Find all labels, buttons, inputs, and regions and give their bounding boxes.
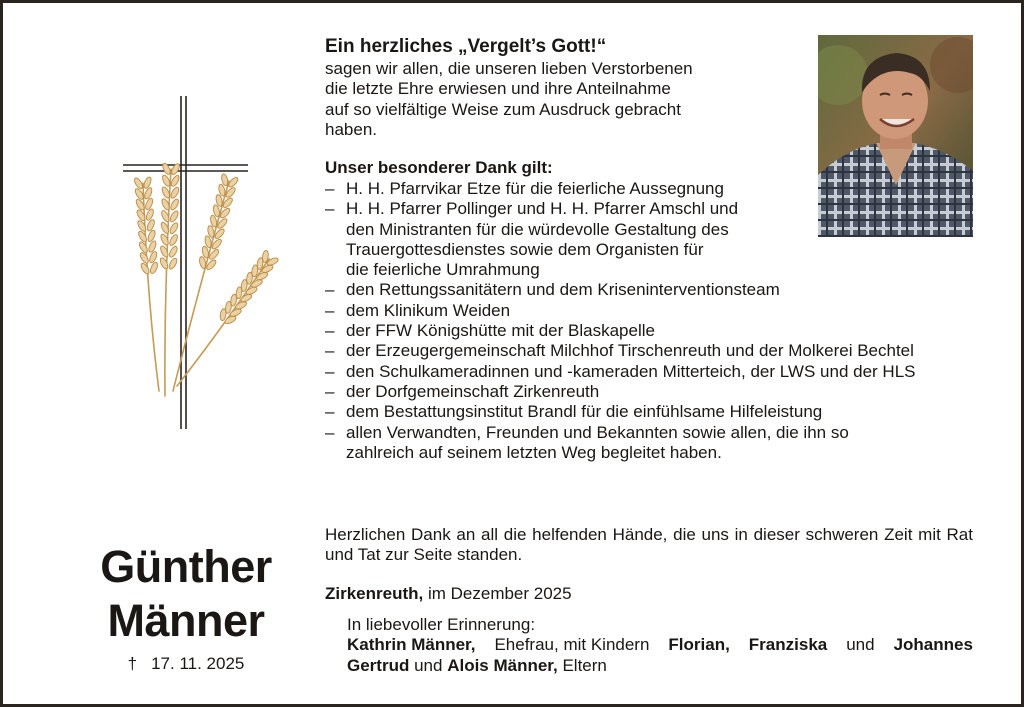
- cross-with-wheat-icon: [115, 91, 285, 436]
- special-thanks-list: [325, 179, 973, 463]
- family-line: [347, 635, 973, 655]
- intro-line: die letzte Ehre erwiesen und ihre Anteilnahme: [325, 79, 671, 99]
- place-date-line: [325, 584, 572, 604]
- wheat-grain: [138, 241, 149, 254]
- list-dash: –: [325, 280, 335, 300]
- family-conjunction: und: [846, 635, 875, 655]
- thanks-intro: [325, 59, 693, 140]
- death-date-line: [63, 654, 309, 674]
- wheat-grain: [139, 251, 150, 264]
- list-item-line: den Ministranten für die würdevolle Gestaltung des: [346, 219, 729, 239]
- list-item-text: den Schulkameradinnen und -kameraden Mitterteich, der LWS und der HLS: [346, 361, 916, 381]
- wheat-grain: [145, 208, 155, 221]
- list-item: [325, 402, 973, 422]
- wheat-grain: [147, 240, 157, 253]
- list-item-line: H. H. Pfarrer Pollinger und H. H. Pfarrer Amschl und: [346, 199, 739, 219]
- family-relation: Ehefrau, mit Kindern: [494, 635, 650, 655]
- wheat-grain: [168, 233, 179, 246]
- list-item: [325, 179, 973, 199]
- wheat-grain: [137, 230, 148, 243]
- wheat-grain: [144, 197, 154, 210]
- list-dash: –: [325, 341, 335, 361]
- wheat-grain: [136, 219, 147, 232]
- list-item-line: zahlreich auf seinem letzten Weg begleitet haben.: [346, 442, 722, 462]
- thanks-heading: Ein herzliches „Vergelt’s Gott!“: [325, 36, 607, 57]
- list-item-line: die feierliche Umrahmung: [346, 260, 540, 280]
- death-date: 17. 11. 2025: [151, 654, 245, 673]
- family-member: Alois Männer,: [447, 655, 558, 675]
- family-member: Franziska: [748, 635, 828, 655]
- wheat-grain: [170, 186, 181, 199]
- list-dash: –: [325, 199, 335, 219]
- list-dash: –: [325, 381, 335, 401]
- intro-line: haben.: [325, 119, 377, 139]
- family-relation: Eltern: [562, 655, 607, 675]
- intro-line: auf so vielfältige Weise zum Ausdruck gebracht: [325, 99, 681, 119]
- intro-line: sagen wir allen, die unseren lieben Verstorbenen: [325, 59, 693, 78]
- closing-text: Herzlichen Dank an all die helfenden Hände, die uns in dieser schweren Zeit mit Rat und Tat zur Seite standen.: [325, 525, 973, 565]
- special-thanks-heading: Unser besonderer Dank gilt:: [325, 158, 553, 177]
- list-item: [325, 362, 973, 382]
- wheat-grain: [168, 245, 179, 258]
- list-item: [325, 321, 973, 341]
- list-item-line: der FFW Königshütte mit der Blaskapelle: [346, 321, 655, 341]
- wheat-grain: [140, 262, 151, 275]
- wheat-grain: [169, 198, 180, 211]
- list-item: [325, 382, 973, 402]
- wheat-grain: [148, 251, 158, 264]
- family-member: Johannes: [893, 635, 973, 655]
- list-item-line: der Dorfgemeinschaft Zirkenreuth: [346, 381, 600, 401]
- date-text: im Dezember 2025: [423, 584, 572, 603]
- list-item-line: dem Klinikum Weiden: [346, 300, 511, 320]
- deceased-first-name: Günther: [100, 541, 272, 592]
- list-item: [325, 301, 973, 321]
- wheat-grain: [146, 219, 156, 232]
- list-item: [325, 423, 973, 464]
- list-item-line: den Rettungssanitätern und dem Kriseninterventionsteam: [346, 280, 780, 300]
- list-item-line: H. H. Pfarrvikar Etze für die feierliche Aussegnung: [346, 179, 724, 198]
- death-cross-symbol: †: [127, 654, 138, 673]
- family-conjunction: und: [414, 655, 443, 675]
- place-name: Zirkenreuth,: [325, 584, 424, 603]
- wheat-grain: [147, 229, 157, 242]
- list-item-line: Trauergottesdienstes sowie dem Organisten für: [346, 239, 704, 259]
- list-item: [325, 199, 973, 280]
- family-member: Kathrin Männer,: [347, 635, 476, 655]
- list-dash: –: [325, 422, 335, 442]
- wheat-grain: [168, 257, 179, 270]
- list-item: [325, 280, 973, 300]
- list-item-text: der Erzeugergemeinschaft Milchhof Tirschenreuth und der Molkerei Bechtel: [346, 341, 914, 361]
- list-item: [325, 341, 973, 361]
- wheat-grain: [169, 222, 180, 235]
- parents-line: [347, 656, 973, 676]
- wheat-grain: [149, 261, 159, 274]
- in-memory-title: In liebevoller Erinnerung:: [347, 615, 536, 634]
- wheat-grain: [170, 174, 181, 187]
- deceased-last-name: Männer: [107, 595, 265, 646]
- wheat-grain: [220, 308, 227, 321]
- list-dash: –: [325, 300, 335, 320]
- list-dash: –: [325, 361, 335, 381]
- list-dash: –: [325, 321, 335, 341]
- wheat-grain: [169, 210, 180, 223]
- list-item-line: allen Verwandten, Freunden und Bekannten sowie allen, die ihn so: [346, 422, 849, 442]
- wheat-grain: [143, 176, 153, 189]
- family-member: Gertrud: [347, 655, 410, 675]
- list-dash: –: [325, 402, 335, 422]
- in-memory-block: [347, 615, 973, 676]
- list-dash: –: [325, 179, 335, 198]
- list-item-line: dem Bestattungsinstitut Brandl für die einfühlsame Hilfeleistung: [346, 402, 823, 422]
- wheat-grain: [143, 187, 153, 200]
- family-member: Florian,: [668, 635, 730, 655]
